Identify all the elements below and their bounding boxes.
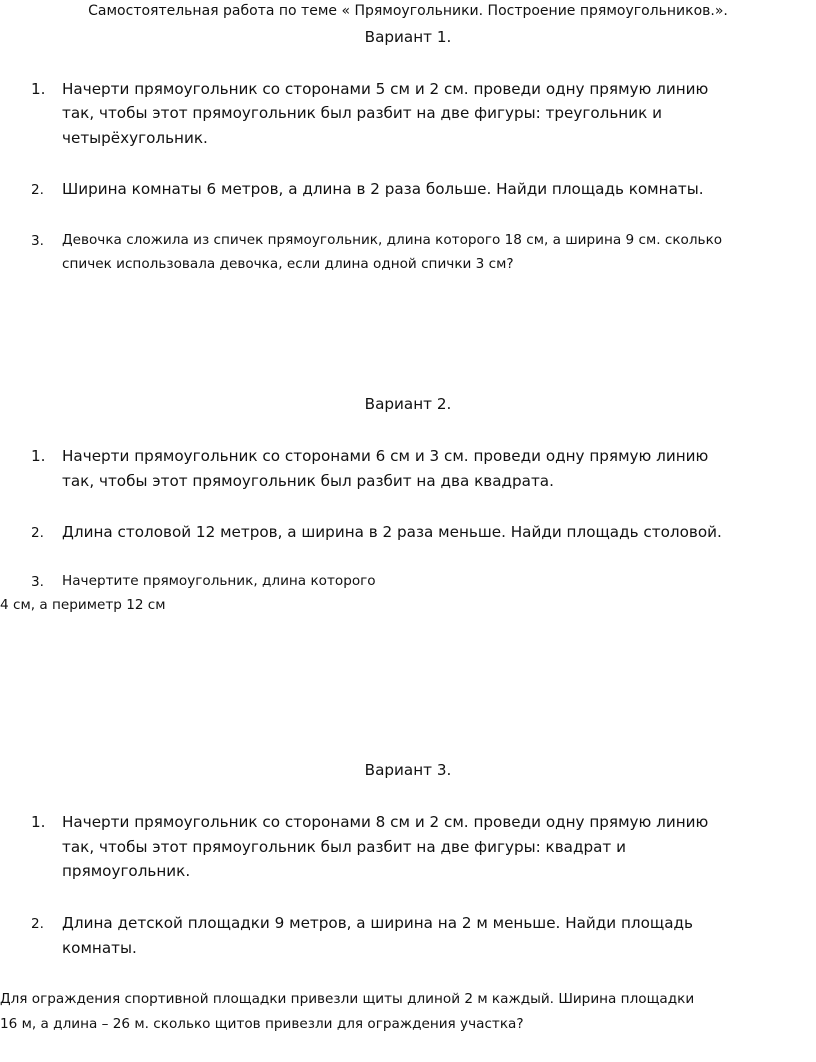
v1-task-3-number: 3. [31, 233, 44, 249]
variant-3-heading: Вариант 3. [364, 761, 452, 779]
v2-task-1-line-2: так, чтобы этот прямоугольник был разбит на два квадрата. [62, 472, 554, 490]
v3-task-2-number: 2. [31, 916, 44, 932]
v2-task-1-line-1: Начерти прямоугольник со сторонами 6 см и 3 см. проведи одну прямую линию [62, 447, 709, 465]
v3-task-2-line-2: комнаты. [62, 939, 137, 957]
v3-task-1-line-2: так, чтобы этот прямоугольник был разбит на две фигуры: квадрат и [62, 838, 626, 856]
v3-task-1-line-3: прямоугольник. [62, 862, 191, 880]
variant-2-heading: Вариант 2. [364, 395, 452, 413]
v1-task-3-line-1: Девочка сложила из спичек прямоугольник, длина которого 18 см, а ширина 9 см. сколько [62, 232, 723, 248]
worksheet-title: Самостоятельная работа по теме « Прямоугольники. Построение прямоугольников.». [88, 3, 728, 19]
v1-task-1-line-2: так, чтобы этот прямоугольник был разбит на две фигуры: треугольник и [62, 104, 662, 122]
v1-task-3-line-2: спичек использовала девочка, если длина одной спички 3 см? [62, 256, 514, 272]
v3-task-3-line-2: 16 м, а длина – 26 м. сколько щитов привезли для ограждения участка? [0, 1016, 524, 1032]
v1-task-1-line-3: четырёхугольник. [62, 129, 208, 147]
v3-task-1-number: 1. [31, 813, 46, 831]
v1-task-1-line-1: Начерти прямоугольник со сторонами 5 см и 2 см. проведи одну прямую линию [62, 80, 709, 98]
variant-1-heading: Вариант 1. [364, 28, 452, 46]
v3-task-1-line-1: Начерти прямоугольник со сторонами 8 см и 2 см. проведи одну прямую линию [62, 813, 709, 831]
v3-task-2-line-1: Длина детской площадки 9 метров, а ширина на 2 м меньше. Найди площадь [62, 914, 693, 932]
v1-task-2-line-1: Ширина комнаты 6 метров, а длина в 2 раза больше. Найди площадь комнаты. [62, 180, 704, 198]
v1-task-2-number: 2. [31, 182, 44, 198]
v2-task-2-line-1: Длина столовой 12 метров, а ширина в 2 раза меньше. Найди площадь столовой. [62, 523, 722, 541]
v3-task-3-line-1: Для ограждения спортивной площадки привезли щиты длиной 2 м каждый. Ширина площадки [0, 991, 695, 1007]
v2-task-3-line-1: Начертите прямоугольник, длина которого [62, 573, 376, 589]
v2-task-3-line-2: 4 см, а периметр 12 см [0, 597, 166, 613]
v1-task-1-number: 1. [31, 80, 46, 98]
v2-task-3-number: 3. [31, 574, 44, 590]
v2-task-1-number: 1. [31, 447, 46, 465]
v2-task-2-number: 2. [31, 525, 44, 541]
